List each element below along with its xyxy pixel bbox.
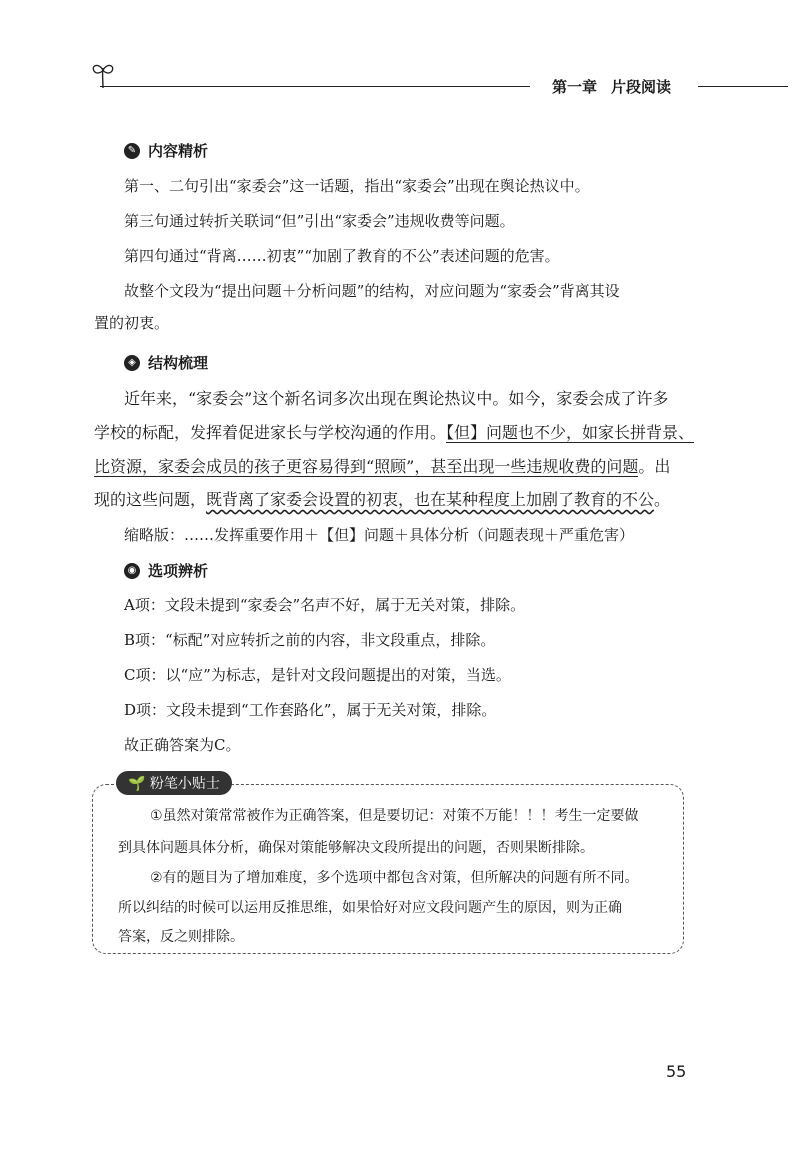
- header-rule-right: [698, 86, 788, 87]
- problem-underline-2: 比资源，家委会成员的孩子更容易得到“照顾”，甚至出现一些违规收费的问题: [94, 457, 639, 476]
- structure-line-4: 现的这些问题，既背离了家委会设置的初衷，也在某种程度上加剧了教育的不公。: [94, 490, 671, 509]
- structure-line-2: 学校的标配，发挥着促进家长与学校沟通的作用。【但】问题也不少，如家长拼背景、: [94, 423, 695, 442]
- pen-icon: ✎: [124, 143, 140, 159]
- tips-badge: 🌱 粉笔小贴士: [116, 771, 232, 795]
- tip-line-3: ②有的题目为了增加难度，多个选项中都包含对策，但所解决的问题有所不同。: [150, 870, 639, 886]
- running-header: [552, 76, 685, 97]
- structure-line-1: 近年来，“家委会”这个新名词多次出现在舆论热议中。如今，家委会成了许多: [124, 389, 669, 408]
- tip-line-2: 到具体问题具体分析，确保对策能够解决文段所提出的问题，否则果断排除。: [118, 840, 594, 856]
- content-analysis-heading: ✎ 内容精析: [124, 140, 208, 161]
- structure-heading: ◈ 结构梳理: [124, 352, 208, 373]
- option-analysis-heading: ◉ 选项辨析: [124, 560, 208, 581]
- tip-line-1: ①虽然对策常常被作为正确答案，但是要切记：对策不万能！！！考生一定要做: [150, 808, 639, 824]
- options-icon: ◉: [124, 563, 140, 579]
- content-line-5: 置的初衷。: [94, 314, 170, 332]
- option-b: B项：“标配”对应转折之前的内容，非文段重点，排除。: [124, 631, 496, 649]
- page-number: 55: [666, 1062, 687, 1081]
- section-label: 片段阅读: [611, 78, 672, 96]
- harm-wavy-underline: 既背离了家委会设置的初衷，也在某种程度上加剧了教育的不公: [206, 490, 655, 509]
- structure-line-3: 比资源，家委会成员的孩子更容易得到“照顾”，甚至出现一些违规收费的问题。出: [94, 457, 671, 476]
- answer-line: 故正确答案为C。: [124, 736, 241, 754]
- problem-underline-1: 【但】问题也不少，如家长拼背景、: [446, 423, 695, 442]
- sprout-icon: 🌱: [128, 776, 146, 792]
- tip-line-5: 答案，反之则排除。: [118, 929, 244, 945]
- content-line-3: 第四句通过“背离……初衷”“加剧了教育的不公”表述问题的危害。: [124, 247, 560, 265]
- header-rule-left: [100, 86, 530, 87]
- option-d: D项：文段未提到“工作套路化”，属于无关对策，排除。: [124, 701, 497, 719]
- summary-line: 缩略版：……发挥重要作用＋【但】问题＋具体分析（问题表现＋严重危害）: [124, 526, 635, 544]
- chapter-label: 第一章: [552, 78, 598, 96]
- content-line-1: 第一、二句引出“家委会”这一话题，指出“家委会”出现在舆论热议中。: [124, 177, 590, 195]
- content-line-4: 故整个文段为“提出问题＋分析问题”的结构，对应问题为“家委会”背离其设: [124, 282, 620, 300]
- option-c: C项：以“应”为标志，是针对文段问题提出的对策，当选。: [124, 666, 511, 684]
- content-line-2: 第三句通过转折关联词“但”引出“家委会”违规收费等问题。: [124, 212, 515, 230]
- option-a: A项：文段未提到“家委会”名声不好，属于无关对策，排除。: [124, 596, 526, 614]
- tip-line-4: 所以纠结的时候可以运用反推思维，如果恰好对应文段问题产生的原因，则为正确: [118, 900, 622, 916]
- structure-icon: ◈: [124, 355, 140, 371]
